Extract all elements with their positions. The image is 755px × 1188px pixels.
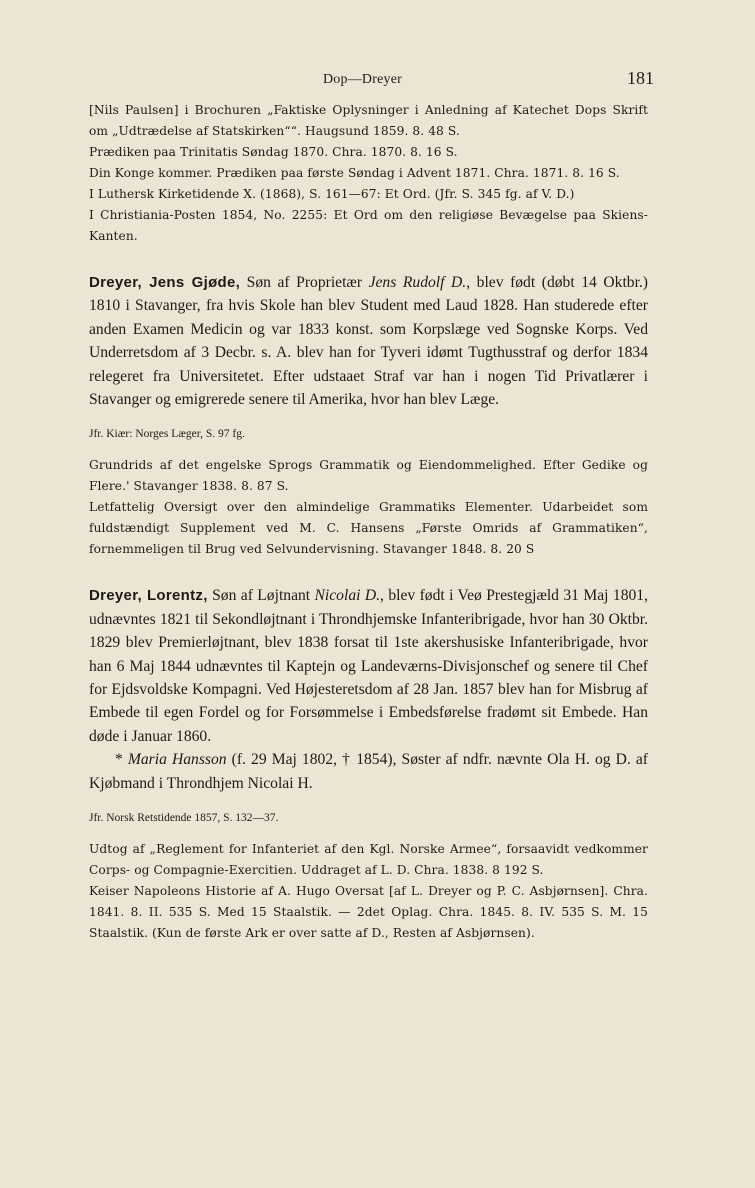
bibliography-entry: Udtog af „Reglement for Infanteriet af den Kgl. Norske Armee“, forsaavidt vedkommer Corps- og Compagnie-Exercitien. Uddraget af L. D. Chra. 1838. 8 192 S. [89,842,648,878]
bibliography-entry: Din Konge kommer. Prædiken paa første Søndag i Advent 1871. Chra. 1871. 8. 16 S. [89,166,620,180]
marriage-line: * Maria Hansson (f. 29 Maj 1802, † 1854), Søster af ndfr. nævnte Ola H. og D. af Kjøbmand i Throndhjem Nicolai H. [89,751,648,792]
running-head: Dop—Dreyer [323,72,402,87]
page-header [0,68,755,92]
bibliography-entry: [Nils Paulsen] i Brochuren „Faktiske Oplysninger i Anledning af Katechet Dops Skrift om „Udtrædelse af Statskirken““. Haugsund 1859. 8. 48 S. [89,103,648,138]
entry-headword: Dreyer, Lorentz, [89,587,208,605]
bibliography-entry: Letfattelig Oversigt over den almindelige Grammatiks Elementer. Udarbeidet som fuldstændigt Supplement ved M. C. Hansens „Første Omrids af Grammatiken“, fornemmeligen til Brug ved Selvundervisning. Stavanger 1848. 8. 20 S [89,500,648,557]
father-name: Jens Rudolf D. [368,274,467,291]
page-body [89,100,648,944]
biography-lorentz: Dreyer, Lorentz, Søn af Løjtnant Nicolai D., blev født i Veø Prestegjæld 31 Maj 1801, udnævntes 1821 til Sekondløjtnant i Throndhjemske Infanteribrigade, hvor han 30 Oktbr. 1829 blev Premierløjtnant, blev 1838 forsat til 1ste akershusiske Infanteribrigade, hvor han 6 Maj 1844 udnævntes til Kaptejn og Landeværns-Divisjonschef og senere til Chef for Ejdsvoldske Kompagni. Ved Højesteretsdom af 28 Jan. 1857 blev han for Misbrug af Embede til egen Fordel og for Forsømmelse i Embedsførelse fradømt sit Embede. Han døde i Januar 1860. [89,587,648,745]
entry-headword: Dreyer, Jens Gjøde, [89,274,241,291]
father-name: Nicolai D. [314,587,381,605]
bibliography-entry: Keiser Napoleons Historie af A. Hugo Oversat [af L. Dreyer og P. C. Asbjørnsen]. Chra. 1841. 8. II. 535 S. Med 15 Staalstik. — 2det Oplag. Chra. 1845. 8. IV. 535 S. M. 15 Staalstik. (Kun de første Ark er over satte af D., Resten af Asbjørnsen). [89,884,648,941]
bibliography-entry: I Luthersk Kirketidende X. (1868), S. 161—67: Et Ord. (Jfr. S. 345 fg. af V. D.) [89,187,575,201]
page-number: 181 [627,68,654,88]
biography-jens-gjode: Dreyer, Jens Gjøde, Søn af Proprietær Jens Rudolf D., blev født (døbt 14 Oktbr.) 1810 i Stavanger, fra hvis Skole han blev Student med Laud 1828. Han studerede efter anden Examen Medicin og var 1833 konst. som Korpslæge ved Sognske Korps. Ved Underretsdom af 3 Decbr. s. A. blev han for Tyveri idømt Tugthusstraf og derfor 1834 relegeret fra Universitetet. Efter udstaaet Straf var han i nogen Tid Privatlærer i Stavanger og emigrerede senere til Amerika, hvor han blev Læge. [89,274,649,409]
wife-name: Maria Hansson [127,751,227,769]
bibliography-entry: I Christiania-Posten 1854, No. 2255: Et Ord om den religiøse Bevægelse paa Skiens-Kanten. [89,208,648,243]
reference-note: Jfr. Norsk Retstidende 1857, S. 132—37. [89,812,279,825]
reference-note: Jfr. Kiær: Norges Læger, S. 97 fg. [89,428,245,441]
bibliography-entry: Grundrids af det engelske Sprogs Grammatik og Eiendommelighed. Efter Gedike og Flere.' Stavanger 1838. 8. 87 S. [89,458,648,494]
bibliography-entry: Prædiken paa Trinitatis Søndag 1870. Chra. 1870. 8. 16 S. [89,145,458,159]
